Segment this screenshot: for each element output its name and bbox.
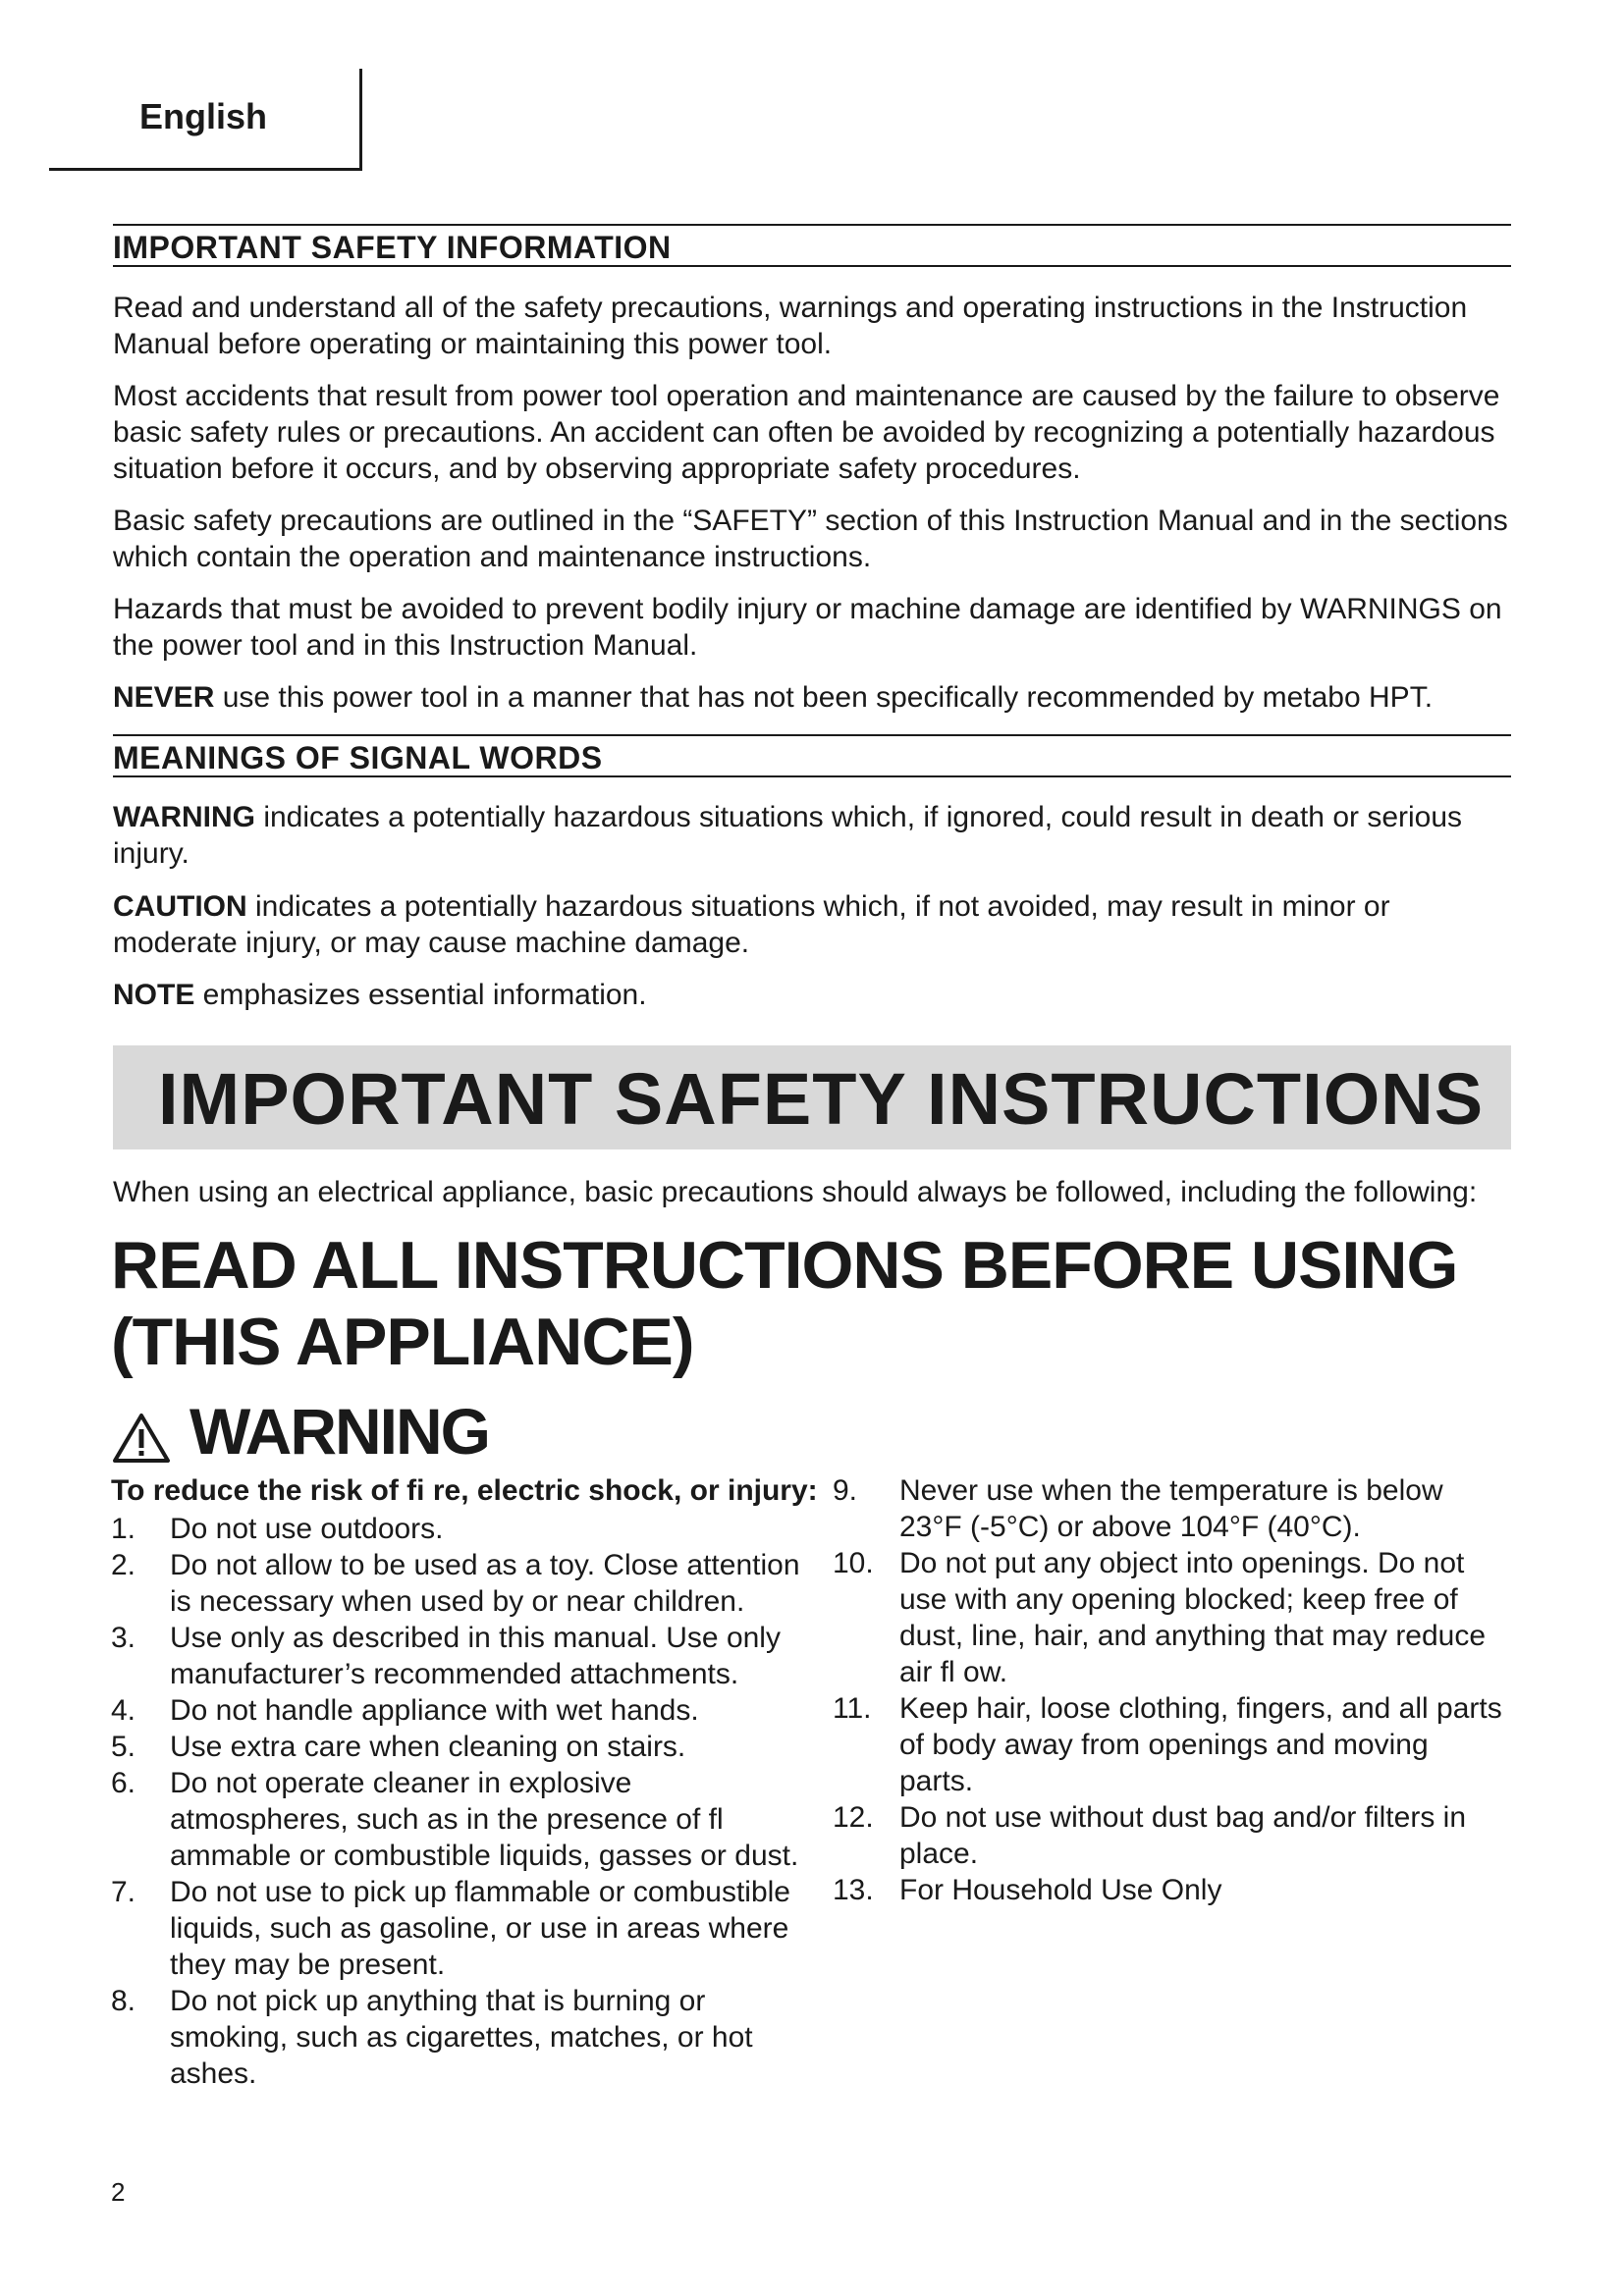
warning-word: WARNING: [113, 801, 255, 833]
list-item-number: 7.: [111, 1876, 136, 1908]
list-item: [111, 1983, 808, 2092]
caution-definition: [113, 888, 1511, 961]
safety-paragraph-3: Basic safety precautions are outlined in the “SAFETY” section of this Instruction Manual and in the sections which contain the operation and maintenance instructions.: [113, 505, 1508, 573]
list-item: [833, 1472, 1510, 1545]
important-instructions-banner: [113, 1045, 1511, 1149]
list-item: [833, 1690, 1510, 1799]
list-item-number: 10.: [833, 1547, 874, 1579]
list-item: [833, 1872, 1510, 1908]
list-item-number: 8.: [111, 1985, 136, 2017]
tab-border-right: [359, 69, 362, 171]
list-item-text: For Household Use Only: [899, 1874, 1222, 1906]
safety-info-heading: IMPORTANT SAFETY INFORMATION: [113, 224, 1511, 267]
page-number: 2: [111, 2177, 126, 2207]
note-word: NOTE: [113, 979, 195, 1011]
list-item-text: Do not allow to be used as a toy. Close attention is necessary when used by or near children.: [170, 1549, 800, 1618]
safety-paragraph-1: Read and understand all of the safety precautions, warnings and operating instructions in the Instruction Manual before operating or maintaining this power tool.: [113, 292, 1468, 360]
list-item-text: Do not put any object into openings. Do not use with any opening blocked; keep free of dust, line, hair, and anything that may reduce air fl ow.: [899, 1547, 1487, 1688]
list-item-text: Do not use without dust bag and/or filters in place.: [899, 1801, 1467, 1870]
never-paragraph: [113, 679, 1511, 716]
list-item-text: Use only as described in this manual. Use only manufacturer’s recommended attachments.: [170, 1622, 781, 1690]
language-tab: [49, 69, 361, 169]
list-item-number: 11.: [833, 1692, 872, 1725]
list-item-text: Do not pick up anything that is burning or smoking, such as cigarettes, matches, or hot ashes.: [170, 1985, 753, 2090]
list-item: [833, 1799, 1510, 1872]
list-item: [111, 1729, 808, 1765]
list-item-text: Never use when the temperature is below 23°F (-5°C) or above 104°F (40°C).: [899, 1474, 1443, 1543]
instructions-right-column: [833, 1472, 1510, 1908]
list-item: [111, 1511, 808, 1547]
list-item: [111, 1765, 808, 1874]
never-word: NEVER: [113, 681, 215, 714]
note-definition: [113, 977, 1511, 1013]
warning-triangle-icon: [111, 1412, 172, 1465]
tab-border-bottom: [49, 168, 362, 171]
list-item-text: Do not use to pick up flammable or combustible liquids, such as gasoline, or use in areas where they may be present.: [170, 1876, 790, 1981]
list-item-text: Do not operate cleaner in explosive atmospheres, such as in the presence of fl ammable or combustible liquids, gasses or dust.: [170, 1767, 799, 1872]
instructions-left-column: [111, 1472, 818, 2092]
list-item-number: 5.: [111, 1731, 136, 1763]
list-item: [833, 1545, 1510, 1690]
list-item: [111, 1547, 808, 1620]
safety-paragraph-2: Most accidents that result from power tool operation and maintenance are caused by the failure to observe basic safety rules or precautions. An accident can often be avoided by recognizing a potentially hazardous situation before it occurs, and by observing appropriate safety procedures.: [113, 380, 1500, 485]
list-item: [111, 1620, 808, 1692]
list-item-number: 2.: [111, 1549, 136, 1581]
warning-definition-text: indicates a potentially hazardous situations which, if ignored, could result in death or serious injury.: [113, 801, 1463, 870]
list-lead: To reduce the risk of fi re, electric shock, or injury:: [111, 1474, 818, 1507]
list-item-number: 6.: [111, 1767, 136, 1799]
list-item-text: Keep hair, loose clothing, fingers, and all parts of body away from openings and moving parts.: [899, 1692, 1502, 1797]
language-label: English: [139, 96, 268, 136]
list-item-number: 13.: [833, 1874, 874, 1906]
list-item-number: 3.: [111, 1622, 136, 1654]
list-item-text: Do not handle appliance with wet hands.: [170, 1694, 699, 1727]
safety-paragraph-4: Hazards that must be avoided to prevent bodily injury or machine damage are identified by WARNINGS on the power tool and in this Instruction Manual.: [113, 593, 1502, 662]
read-all-heading: READ ALL INSTRUCTIONS BEFORE USING (THIS APPLIANCE): [111, 1228, 1458, 1379]
caution-definition-text: indicates a potentially hazardous situations which, if not avoided, may result in minor or moderate injury, or may cause machine damage.: [113, 890, 1390, 959]
list-item: [111, 1692, 808, 1729]
warning-definition: [113, 799, 1511, 872]
list-item-text: Use extra care when cleaning on stairs.: [170, 1731, 686, 1763]
banner-title: IMPORTANT SAFETY INSTRUCTIONS: [158, 1058, 1485, 1140]
warning-heading: WARNING: [189, 1395, 489, 1468]
list-item-number: 1.: [111, 1513, 136, 1545]
never-text: use this power tool in a manner that has not been specifically recommended by metabo HPT.: [214, 681, 1434, 714]
caution-word: CAUTION: [113, 890, 247, 923]
note-definition-text: emphasizes essential information.: [194, 979, 647, 1011]
list-item-text: Do not use outdoors.: [170, 1513, 444, 1545]
list-item: [111, 1874, 808, 1983]
signal-words-heading: MEANINGS OF SIGNAL WORDS: [113, 734, 1511, 777]
list-item-number: 4.: [111, 1694, 136, 1727]
intro-text: When using an electrical appliance, basic precautions should always be followed, including the following:: [113, 1176, 1478, 1208]
list-item-number: 9.: [833, 1474, 858, 1507]
list-item-number: 12.: [833, 1801, 874, 1834]
